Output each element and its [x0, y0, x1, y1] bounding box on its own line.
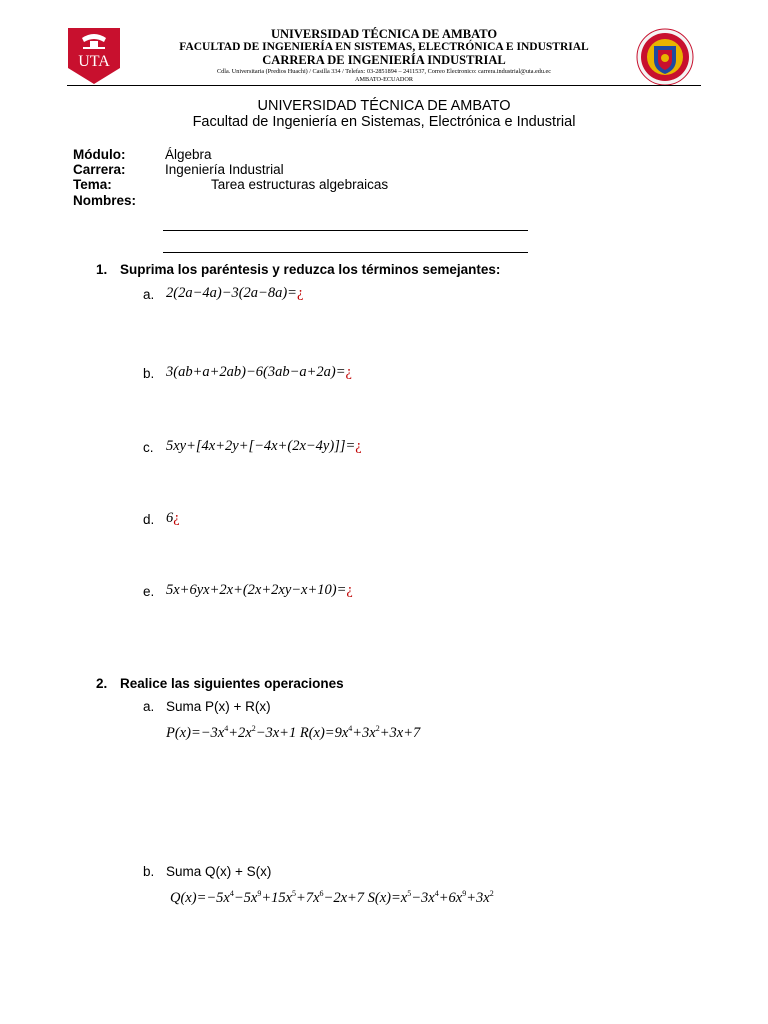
name-line-1 [163, 230, 528, 231]
q1-item-d-expression: 6¿ [166, 510, 180, 526]
q1-item-a-expression: 2(2a−4a)−3(2a−8a)=¿ [166, 285, 304, 301]
letterhead-career: CARRERA DE INGENIERÍA INDUSTRIAL [262, 53, 506, 67]
tema-value: Tarea estructuras algebraicas [211, 177, 389, 192]
faculty-seal-icon [636, 28, 694, 86]
letterhead-city: AMBATO-ECUADOR [355, 76, 413, 83]
modulo-label: Módulo: [73, 147, 126, 162]
name-line-2 [163, 252, 528, 253]
q1-item-c-expression: 5xy+[4x+2y+[−4x+(2x−4y)]]=¿ [166, 438, 362, 454]
q1-item-e-letter: e. [143, 584, 155, 599]
document-faculty: Facultad de Ingeniería en Sistemas, Electrónica e Industrial [192, 114, 576, 130]
letterhead-faculty: FACULTAD DE INGENIERÍA EN SISTEMAS, ELECTRÓNICA E INDUSTRIAL [179, 41, 589, 53]
q2-item-a-expression: $P(x)=-3x^4+2x^2-3x+1$ $R(x)=9x^4+3x^2+3x+7$ [166, 724, 421, 741]
svg-text:UTA: UTA [78, 53, 110, 70]
q1-item-d-letter: d. [143, 512, 155, 527]
carrera-value: Ingeniería Industrial [165, 162, 284, 177]
letterhead-contact: Cdla. Universitaria (Predios Huachi) / Casilla 334 / Telefax: 03-2851894 – 2411537, Correo Electronico: carrera.industrial@uta.edu.ec [217, 68, 551, 75]
document-university: UNIVERSIDAD TÉCNICA DE AMBATO [257, 98, 511, 114]
q1-item-a-letter: a. [143, 287, 155, 302]
modulo-value: Álgebra [165, 147, 212, 162]
q1-item-c-letter: c. [143, 440, 154, 455]
question-2-number: 2. [96, 676, 108, 691]
uta-logo [68, 28, 120, 84]
q1-item-e-expression: 5x+6yx+2x+(2x+2xy−x+10)=¿ [166, 582, 353, 598]
question-1-text: Suprima los paréntesis y reduzca los términos semejantes: [120, 262, 501, 277]
q1-item-b-expression: 3(ab+a+2ab)−6(3ab−a+2a)=¿ [166, 364, 352, 380]
q2-item-a-letter: a. [143, 699, 155, 714]
nombres-label: Nombres: [73, 193, 137, 208]
q2-item-b-letter: b. [143, 864, 155, 879]
question-1-number: 1. [96, 262, 108, 277]
tema-label: Tema: [73, 177, 112, 192]
q1-item-b-letter: b. [143, 366, 155, 381]
q2-item-a-label: Suma P(x) + R(x) [166, 699, 271, 714]
q2-item-b-expression: $Q(x)=-5x^4-5x^9+15x^5+7x^6-2x+7$ $S(x)=x^5-3x^4+6x^9+3x^2$ [170, 889, 494, 906]
question-2-text: Realice las siguientes operaciones [120, 676, 344, 691]
q2-item-b-label: Suma Q(x) + S(x) [166, 864, 272, 879]
carrera-label: Carrera: [73, 162, 126, 177]
letterhead-university: UNIVERSIDAD TÉCNICA DE AMBATO [270, 27, 498, 41]
letterhead-divider [67, 85, 701, 86]
